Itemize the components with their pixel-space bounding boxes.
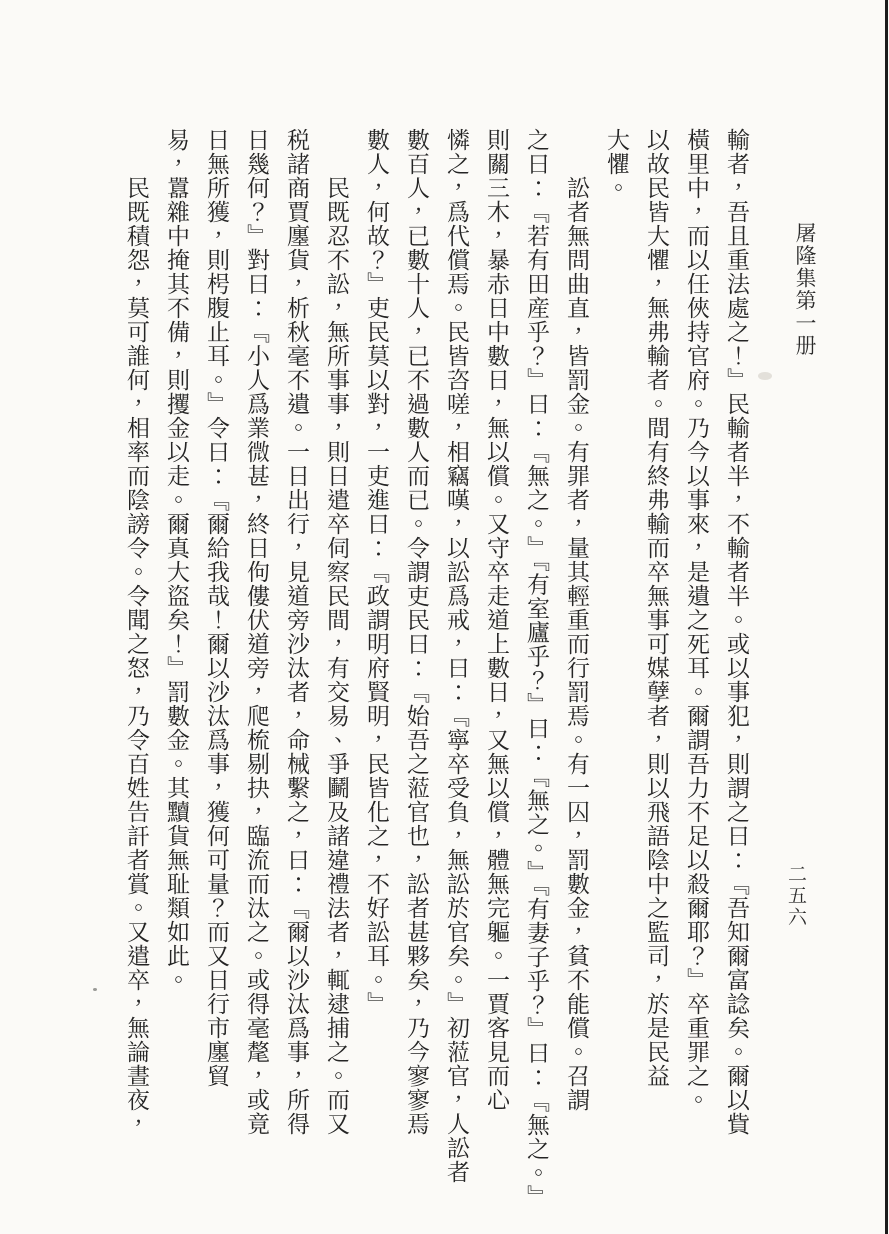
text-column: 日幾何？』對曰：『小人爲業微甚，終日佝僂伏道旁，爬梳剔抉，臨流而汰之。或得毫氂，或竟 xyxy=(243,128,269,1136)
text-column: 以故民皆大懼，無弗輸者。間有終弗輸而卒無事可媒孽者，則以飛語陰中之監司，於是民益 xyxy=(643,128,669,1088)
scan-speck xyxy=(93,988,97,991)
text-column: 數百人，已數十人，已不過數人而已。令謂吏民曰：『始吾之蒞官也，訟者甚夥矣，乃今寥寥焉 xyxy=(403,128,429,1136)
text-column: 大懼。 xyxy=(603,128,629,200)
text-column: 易，囂雜中掩其不備，則攫金以走。爾真大盜矣！』罰數金。其黷貨無耻類如此。 xyxy=(163,128,189,992)
scan-smudge xyxy=(758,372,772,380)
text-column: 日無所獲，則枵腹止耳。』令曰：『爾給我哉！爾以沙汰爲事，獲何可量？而又日行市廛貿 xyxy=(203,128,229,1088)
running-head-title: 屠隆集第一册 xyxy=(793,222,817,357)
page-number: 二五六 xyxy=(785,864,807,929)
text-column: 憐之，爲代償焉。民皆咨嗟，相竊嘆，以訟爲戒，曰：『寧卒受負，無訟於官矣。』初蒞官，人訟者 xyxy=(443,128,469,1184)
text-column: 之曰：『若有田産乎？』曰：『無之。』『有室廬乎？』曰：『無之。』『有妻子乎？』曰：『無之。』 xyxy=(523,128,549,1209)
text-column-paragraph-start: 民既積怨，莫可誰何，相率而陰謗令。令聞之怒，乃令百姓告訐者賞。又遣卒，無論晝夜， xyxy=(123,176,149,1136)
page-edge-line xyxy=(885,0,888,1234)
text-column: 橫里中，而以任俠持官府。乃今以事來，是遺之死耳。爾謂吾力不足以殺爾耶？』卒重罪之。 xyxy=(683,128,709,1112)
text-column-paragraph-start: 民既忍不訟，無所事事，則日遣卒伺察民間，有交易、爭鬭及諸違禮法者，輒逮捕之。而又 xyxy=(323,176,349,1136)
text-column: 則關三木，暴赤日中數日，無以償。又守卒走道上數日，又無以償，體無完軀。一賈客見而心 xyxy=(483,128,509,1112)
text-column: 數人，何故？』吏民莫以對，一吏進曰：『政謂明府賢明，民皆化之，不好訟耳。』 xyxy=(363,128,389,1016)
text-column: 輸者，吾且重法處之！』民輸者半，不輸者半。或以事犯，則謂之曰：『吾知爾富諗矣。爾以貲 xyxy=(723,128,749,1136)
text-column-paragraph-start: 訟者無問曲直，皆罰金。有罪者，量其輕重而行罰焉。有一囚，罰數金，貧不能償。召謂 xyxy=(563,176,589,1112)
text-column: 税諸商賈廛貨，析秋毫不遺。一日出行，見道旁沙汰者，命械繫之，曰：『爾以沙汰爲事，所得 xyxy=(283,128,309,1136)
